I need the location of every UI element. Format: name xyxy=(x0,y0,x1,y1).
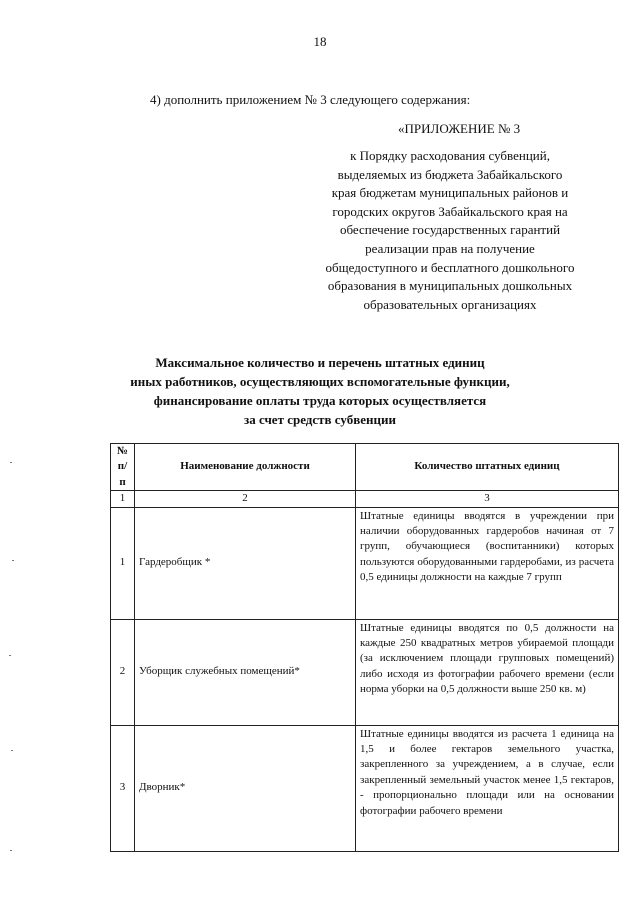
row-number: 3 xyxy=(111,725,135,851)
appendix-subtitle-line: края бюджетам муниципальных районов и xyxy=(331,185,569,201)
appendix-subtitle-line: обеспечение государственных гарантий xyxy=(339,222,561,238)
position-name: Дворник* xyxy=(135,725,356,851)
column-number-row xyxy=(111,491,619,507)
appendix-subtitle-line: реализации прав на получение xyxy=(365,240,535,256)
header-number-symbol: № xyxy=(116,445,129,457)
heading-line: Максимальное количество и перечень штатных единиц xyxy=(155,355,485,370)
appendix-subtitle-line: общедоступного и бесплатного дошкольного xyxy=(325,259,575,275)
appendix-subtitle-line: городских округов Забайкальского края на xyxy=(332,203,568,219)
page-number: 18 xyxy=(313,34,327,49)
staff-table xyxy=(110,443,619,852)
column-number: 3 xyxy=(356,491,619,507)
table-row xyxy=(111,725,619,851)
column-number: 2 xyxy=(135,491,356,507)
staff-count-description: Штатные единицы вводятся по 0,5 должности на каждые 250 квадратных метров убираемой площади (за исключением площади групповых помещений) либо исходя из фотографии рабочего времени (если норма уборки на 0,5 должности выше 250 кв. м) xyxy=(356,619,619,725)
scan-mark xyxy=(11,750,13,751)
staff-count-description: Штатные единицы вводятся в учреждении при наличии оборудованных гардеробов начиная от 7 групп, обучающиеся (воспитанники) которых пользуются оборудованными гардеробами, из расчета 0,5 единицы должности на каждые 7 групп xyxy=(356,507,619,619)
heading-line: за счет средств субвенции xyxy=(243,412,396,427)
appendix-subtitle-line: образования в муниципальных дошкольных xyxy=(327,278,573,294)
position-name: Уборщик служебных помещений* xyxy=(135,619,356,725)
scan-mark xyxy=(10,462,12,463)
header-staff-count: Количество штатных единиц xyxy=(356,444,619,491)
row-number: 2 xyxy=(111,619,135,725)
row-number: 1 xyxy=(111,507,135,619)
header-position-name: Наименование должности xyxy=(135,444,356,491)
header-number-abbr: п/п xyxy=(117,460,128,488)
appendix-title: «ПРИЛОЖЕНИЕ № 3 xyxy=(398,121,521,136)
intro-line: 4) дополнить приложением № 3 следующего содержания: xyxy=(150,92,471,107)
scan-mark xyxy=(9,655,11,656)
column-number: 1 xyxy=(111,491,135,507)
appendix-subtitle-line: выделяемых из бюджета Забайкальского xyxy=(337,166,563,182)
appendix-subtitle-line: образовательных организациях xyxy=(363,296,537,312)
position-name: Гардеробщик * xyxy=(135,507,356,619)
heading-line: иных работников, осуществляющих вспомогательные функции, xyxy=(130,374,510,389)
table-row xyxy=(111,619,619,725)
header-number xyxy=(111,444,135,491)
table-header-row xyxy=(111,444,619,491)
heading-line: финансирование оплаты труда которых осуществляется xyxy=(153,393,487,408)
staff-count-description: Штатные единицы вводятся из расчета 1 единица на 1,5 и более гектаров земельного участка, закрепленного за учреждением, а в случае, если закрепленный земельный участок менее 1,5 гектаров, - пропорционально площади или на основании фотографии рабочего времени xyxy=(356,725,619,851)
scan-mark xyxy=(10,850,12,851)
document-heading xyxy=(120,353,520,429)
appendix-subtitle xyxy=(300,147,600,314)
scan-mark xyxy=(12,560,14,561)
appendix-subtitle-line: к Порядку расходования субвенций, xyxy=(350,148,550,163)
table-row xyxy=(111,507,619,619)
